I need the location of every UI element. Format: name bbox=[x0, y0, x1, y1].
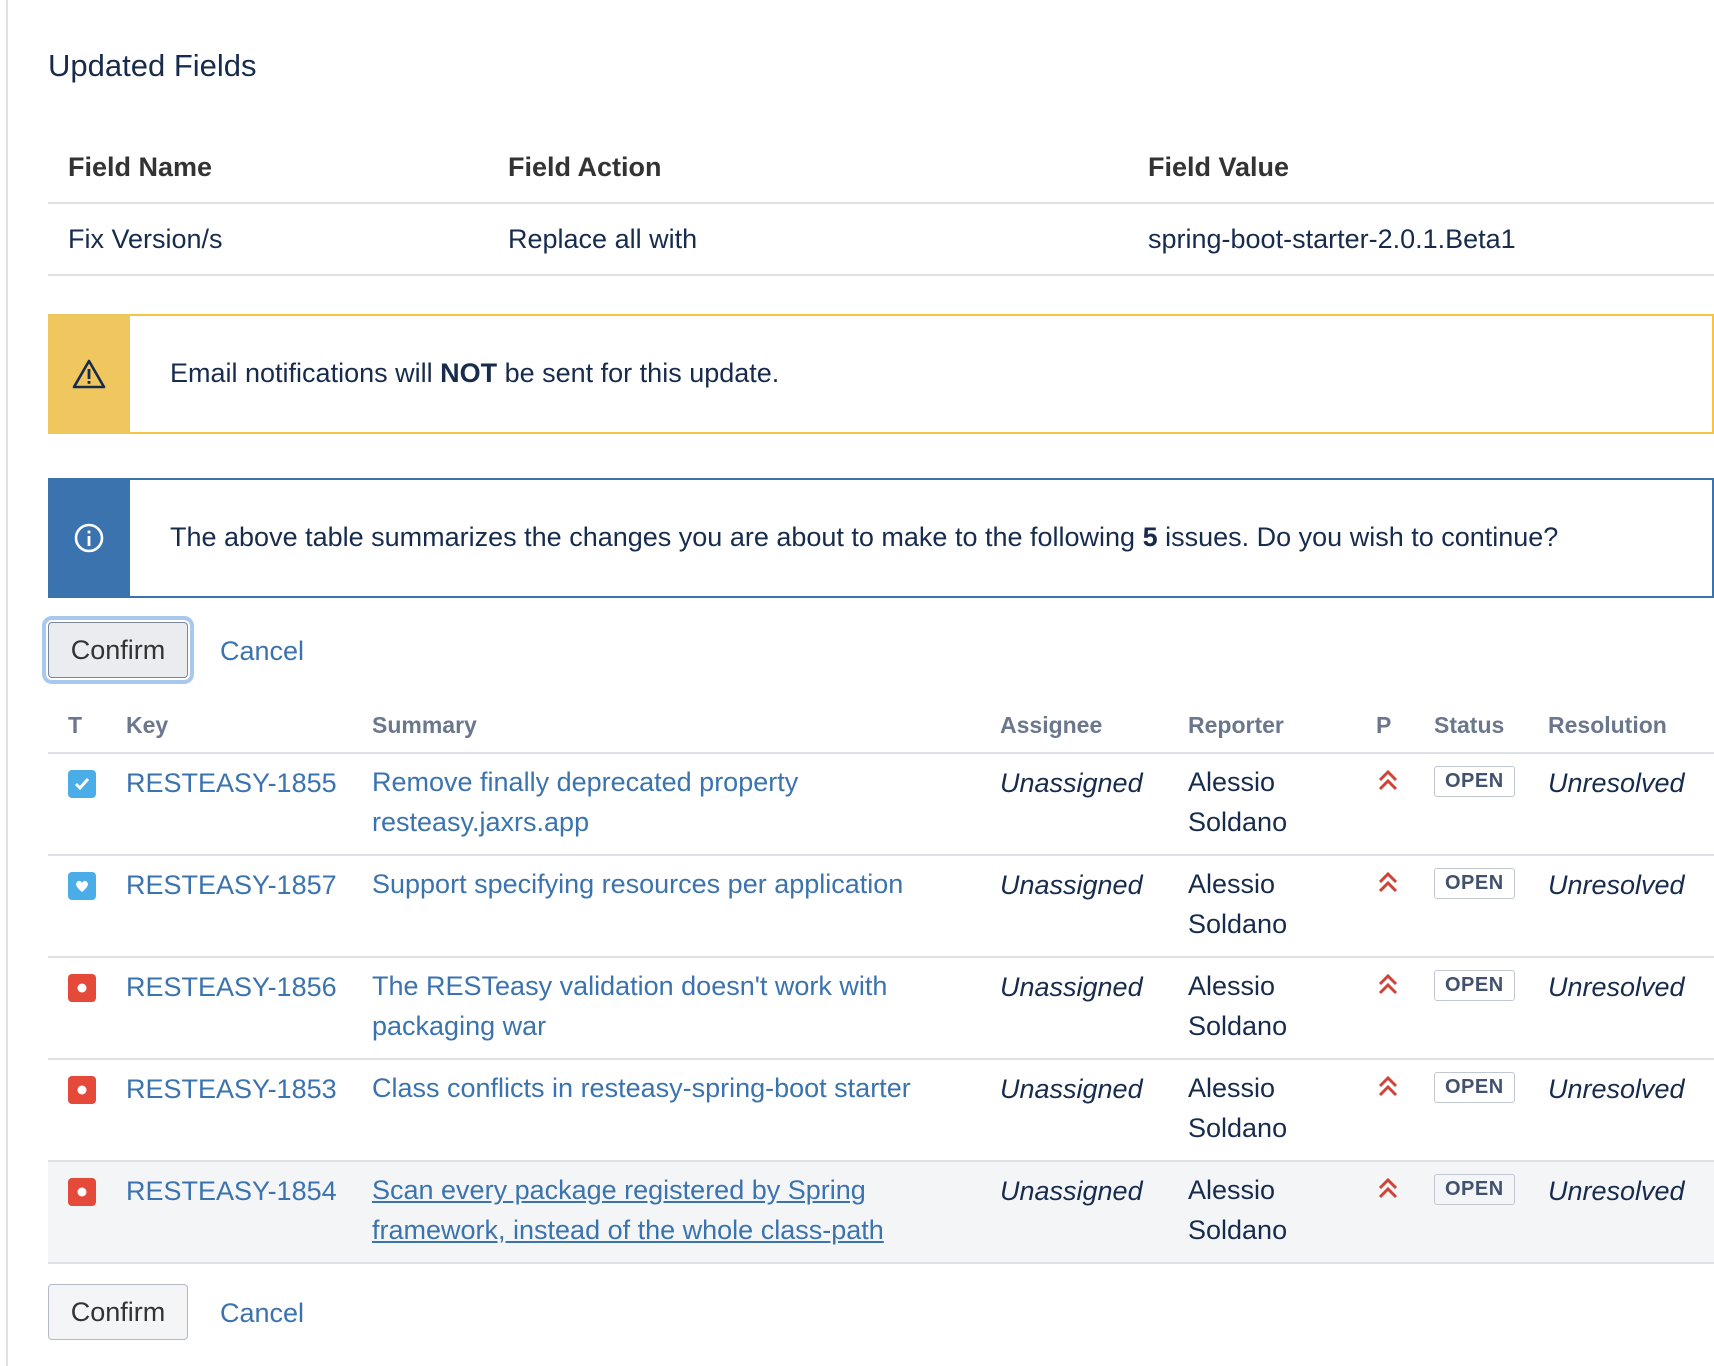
table-row bbox=[48, 754, 1714, 856]
issue-key-link[interactable]: RESTEASY-1854 bbox=[126, 1176, 337, 1206]
page-title: Updated Fields bbox=[48, 48, 257, 83]
field-action: Replace all with bbox=[508, 224, 698, 254]
issue-resolution: Unresolved bbox=[1548, 1074, 1685, 1104]
status-badge: OPEN bbox=[1434, 1174, 1515, 1205]
issue-assignee: Unassigned bbox=[1000, 1176, 1143, 1206]
left-border bbox=[6, 0, 8, 1366]
issues-table bbox=[48, 700, 1714, 1264]
header-field-action: Field Action bbox=[508, 152, 662, 182]
header-summary[interactable]: Summary bbox=[372, 712, 477, 738]
header-reporter[interactable]: Reporter bbox=[1188, 712, 1284, 738]
confirm-button[interactable]: Confirm bbox=[48, 622, 188, 678]
issue-resolution: Unresolved bbox=[1548, 870, 1685, 900]
status-badge: OPEN bbox=[1434, 1072, 1515, 1103]
priority-major-icon bbox=[1376, 868, 1400, 903]
enhancement-icon bbox=[68, 872, 96, 900]
issue-key-link[interactable]: RESTEASY-1853 bbox=[126, 1074, 337, 1104]
info-icon bbox=[48, 478, 130, 598]
issue-assignee: Unassigned bbox=[1000, 972, 1143, 1002]
header-priority[interactable]: P bbox=[1376, 712, 1392, 738]
issue-assignee: Unassigned bbox=[1000, 1074, 1143, 1104]
issue-summary-link[interactable]: Class conflicts in resteasy-spring-boot starter bbox=[372, 1073, 911, 1103]
issue-reporter: Alessio Soldano bbox=[1188, 869, 1288, 939]
bug-icon bbox=[68, 1178, 96, 1206]
issue-assignee: Unassigned bbox=[1000, 870, 1143, 900]
priority-major-icon bbox=[1376, 970, 1400, 1005]
issue-reporter: Alessio Soldano bbox=[1188, 1175, 1288, 1245]
header-key[interactable]: Key bbox=[126, 712, 169, 738]
fields-table-header bbox=[48, 130, 1714, 204]
header-type[interactable]: T bbox=[68, 712, 83, 738]
table-row bbox=[48, 1060, 1714, 1162]
table-row bbox=[48, 1162, 1714, 1264]
info-message bbox=[48, 478, 1714, 598]
confirm-button-bottom[interactable]: Confirm bbox=[48, 1284, 188, 1340]
warning-text: Email notifications will NOT be sent for this update. bbox=[170, 358, 780, 388]
issue-summary-link[interactable]: Remove finally deprecated property resteasy.jaxrs.app bbox=[372, 767, 799, 837]
cancel-link[interactable]: Cancel bbox=[220, 636, 305, 666]
issue-reporter: Alessio Soldano bbox=[1188, 1073, 1288, 1143]
status-badge: OPEN bbox=[1434, 868, 1515, 899]
issue-key-link[interactable]: RESTEASY-1855 bbox=[126, 768, 337, 798]
header-status[interactable]: Status bbox=[1434, 712, 1505, 738]
issue-resolution: Unresolved bbox=[1548, 972, 1685, 1002]
field-name: Fix Version/s bbox=[68, 224, 223, 254]
issue-assignee: Unassigned bbox=[1000, 768, 1143, 798]
issue-summary-link[interactable]: Support specifying resources per application bbox=[372, 869, 904, 899]
issue-key-link[interactable]: RESTEASY-1857 bbox=[126, 870, 337, 900]
priority-major-icon bbox=[1376, 1174, 1400, 1209]
issue-reporter: Alessio Soldano bbox=[1188, 767, 1288, 837]
warning-message bbox=[48, 314, 1714, 434]
issue-summary-link[interactable]: The RESTeasy validation doesn't work with packaging war bbox=[372, 971, 888, 1041]
priority-major-icon bbox=[1376, 766, 1400, 801]
issues-table-header bbox=[48, 700, 1714, 754]
bug-icon bbox=[68, 974, 96, 1002]
status-badge: OPEN bbox=[1434, 970, 1515, 1001]
warning-icon bbox=[48, 314, 130, 434]
table-row bbox=[48, 958, 1714, 1060]
priority-major-icon bbox=[1376, 1072, 1400, 1107]
info-text: The above table summarizes the changes you are about to make to the following 5 issues. Do you wish to continue? bbox=[170, 522, 1559, 552]
header-field-name: Field Name bbox=[68, 152, 213, 182]
cancel-link-bottom[interactable]: Cancel bbox=[220, 1298, 305, 1328]
bug-icon bbox=[68, 1076, 96, 1104]
issue-reporter: Alessio Soldano bbox=[1188, 971, 1288, 1041]
header-resolution[interactable]: Resolution bbox=[1548, 712, 1667, 738]
field-value: spring-boot-starter-2.0.1.Beta1 bbox=[1148, 224, 1516, 254]
header-assignee[interactable]: Assignee bbox=[1000, 712, 1103, 738]
fields-table-row bbox=[48, 204, 1714, 276]
table-row bbox=[48, 856, 1714, 958]
status-badge: OPEN bbox=[1434, 766, 1515, 797]
issue-resolution: Unresolved bbox=[1548, 768, 1685, 798]
task-icon bbox=[68, 770, 96, 798]
issue-key-link[interactable]: RESTEASY-1856 bbox=[126, 972, 337, 1002]
updated-fields-table bbox=[48, 130, 1714, 276]
header-field-value: Field Value bbox=[1148, 152, 1290, 182]
issue-summary-link[interactable]: Scan every package registered by Spring framework, instead of the whole class-path bbox=[372, 1175, 884, 1245]
issue-resolution: Unresolved bbox=[1548, 1176, 1685, 1206]
